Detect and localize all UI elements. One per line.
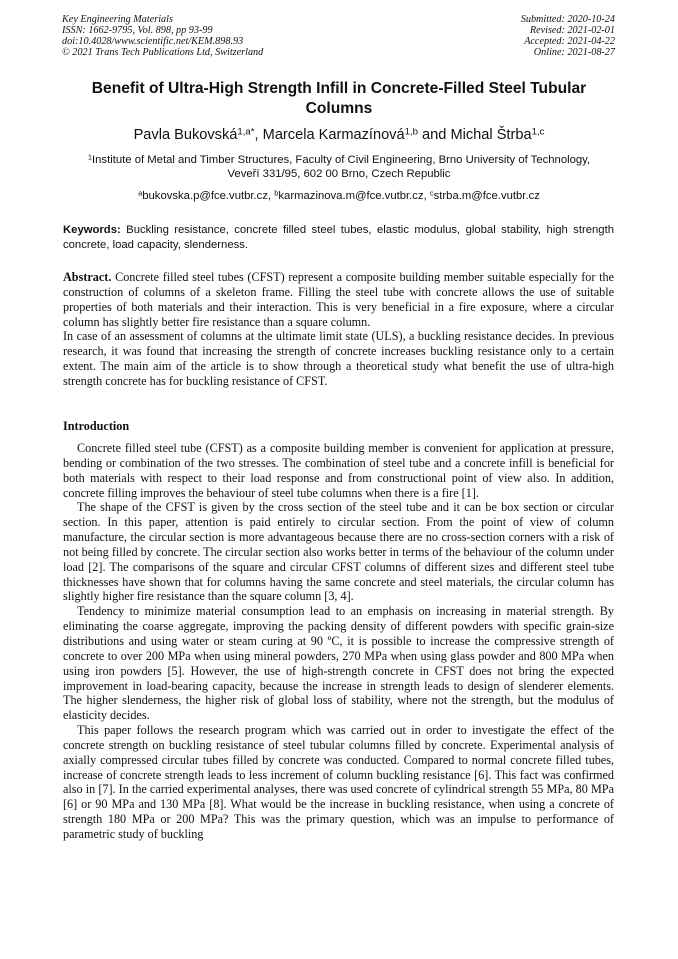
- date-submitted: Submitted: 2020-10-24: [520, 14, 615, 25]
- author-emails: $^a$bukovska.p@fce.vutbr.cz, $^b$karmazinova.m@fce.vutbr.cz, $^c$strba.m@fce.vutbr.cz: [138, 188, 540, 202]
- abstract-text: Concrete filled steel tubes (CFST) represent a composite building member suitable especially for the construction of columns of a skeleton frame. Filling the steel tube with concrete allows the use of suitable properties of both materials and their interaction. This is very beneficial in a fire exposure, where a circular column has slightly better fire resistance than a square column.: [63, 270, 614, 329]
- abstract-paragraph: [63, 270, 614, 329]
- author-affiliation-mark: 1,a*: [237, 126, 255, 138]
- email-link[interactable]: bukovska.p@fce.vutbr.cz: [142, 190, 268, 202]
- keywords-text: Buckling resistance, concrete filled steel tubes, elastic modulus, global stability, high strength concrete, load capacity, slenderness.: [63, 224, 614, 251]
- journal-doi[interactable]: doi:10.4028/www.scientific.net/KEM.898.93: [62, 36, 244, 48]
- body-paragraph: Concrete filled steel tube (CFST) as a composite building member is convenient for application at pressure, bending or combination of the two stresses. The combination of steel tube and a concrete infill is beneficial for both materials with respect to their load response and from constructional point of view also. In addition, concrete filling improves the behaviour of steel tube columns when there is a fire [1].: [63, 441, 614, 500]
- email-link[interactable]: strba.m@fce.vutbr.cz: [433, 190, 540, 202]
- author-affiliation-mark: 1,c: [531, 126, 545, 138]
- section-heading: Introduction: [63, 419, 130, 433]
- affiliation-text: Institute of Metal and Timber Structures, Faculty of Civil Engineering, Brno University of Technology, Veveří 331/95, 602 00 Brno, Czech Republic: [92, 154, 591, 181]
- author-affiliation-mark: 1,b: [404, 126, 418, 138]
- keywords-label: Keywords:: [63, 224, 121, 236]
- email-mark: c: [429, 188, 434, 198]
- journal-name: Key Engineering Materials: [62, 14, 173, 25]
- abstract: [63, 270, 614, 389]
- date-online: Online: 2021-08-27: [533, 47, 615, 59]
- date-accepted: Accepted: 2021-04-22: [524, 36, 615, 48]
- author-name: Pavla Bukovská: [133, 127, 238, 143]
- author-name: Marcela Karmazínová: [262, 127, 405, 143]
- author-list: Pavla Bukovská$^{1,a*}$, Marcela Karmazínová$^{1,b}$ and Michal Štrba$^{1,c}$: [133, 126, 545, 143]
- abstract-paragraph: In case of an assessment of columns at the ultimate limit state (ULS), a buckling resistance decides. In previous research, it was found that increasing the strength of concrete increases buckling resistance only to a certain extent. The main aim of the article is to show through a theoretical study what benefit the use of ultra-high strength concrete has for buckling resistance of CFST.: [63, 329, 614, 388]
- journal-info: [62, 14, 263, 58]
- email-link[interactable]: karmazinova.m@fce.vutbr.cz: [278, 190, 424, 202]
- date-revised: Revised: 2021-02-01: [529, 25, 615, 37]
- email-mark: b: [274, 188, 279, 198]
- introduction-body: [63, 441, 614, 842]
- journal-issn: ISSN: 1662-9795, Vol. 898, pp 93-99: [62, 25, 213, 37]
- submission-dates: [521, 14, 615, 58]
- body-paragraph: The shape of the CFST is given by the cross section of the steel tube and it can be box section or circular section. In this paper, attention is paid entirely to circular section. From the point of view of column manufacture, the circular section is more advantageous because there are no cross-section corners with a risk of not being filled by concrete. The circular section also works better in terms of the behaviour of the column under load [2]. The comparisons of the square and circular CFST columns of different sizes and different steel tube thicknesses have shown that for columns having the same concrete and steel materials, the circular column has slightly higher fire resistance than the square column [3, 4].: [63, 500, 614, 604]
- abstract-label: Abstract.: [63, 270, 112, 284]
- paper-title: Benefit of Ultra-High Strength Infill in Concrete-Filled Steel Tubular Columns: [91, 80, 587, 117]
- journal-copyright: © 2021 Trans Tech Publications Ltd, Switzerland: [62, 47, 264, 59]
- affiliation-mark: 1: [87, 152, 92, 162]
- email-mark: a: [138, 188, 143, 198]
- author-name: Michal Štrba: [450, 127, 532, 143]
- keywords-block: [63, 223, 614, 252]
- affiliation: [80, 153, 598, 182]
- body-paragraph: This paper follows the research program which was carried out in order to investigate the effect of the concrete strength on buckling resistance of steel tubular columns filled by concrete. Experimental analysis of axially compressed circular tubes filled by concrete was conducted. Compared to normal concrete filled tubes, increase of concrete strength leads to less increment of column buckling resistance [6]. This fact was confirmed also in [7]. In the carried experimental analyses, there was used concrete of cylindrical strength 55 MPa, 80 MPa [6] or 90 MPa and 130 MPa [8]. What would be the increase in buckling resistance, when using a concrete of strength 180 MPa or 200 MPa? This was the primary question, which was an impulse to performance of parametric study of buckling: [63, 723, 614, 841]
- body-paragraph: Tendency to minimize material consumption lead to an emphasis on increasing in material strength. By eliminating the coarse aggregate, improving the packing density of different powders with specific grain-size distributions and using water or steam curing at 90 ºC, it is possible to increase the compressive strength of concrete to over 200 MPa when using mineral powders, 270 MPa when using glass powder and 800 MPa when using iron powders [5]. However, the use of high-strength concrete in CFST does not bring the expected improvement in load-bearing capacity, because the increase in strength leads to design of slenderer elements. The higher slenderness, the higher risk of global loss of stability, where not the strength, but the modulus of elasticity decides.: [63, 604, 614, 723]
